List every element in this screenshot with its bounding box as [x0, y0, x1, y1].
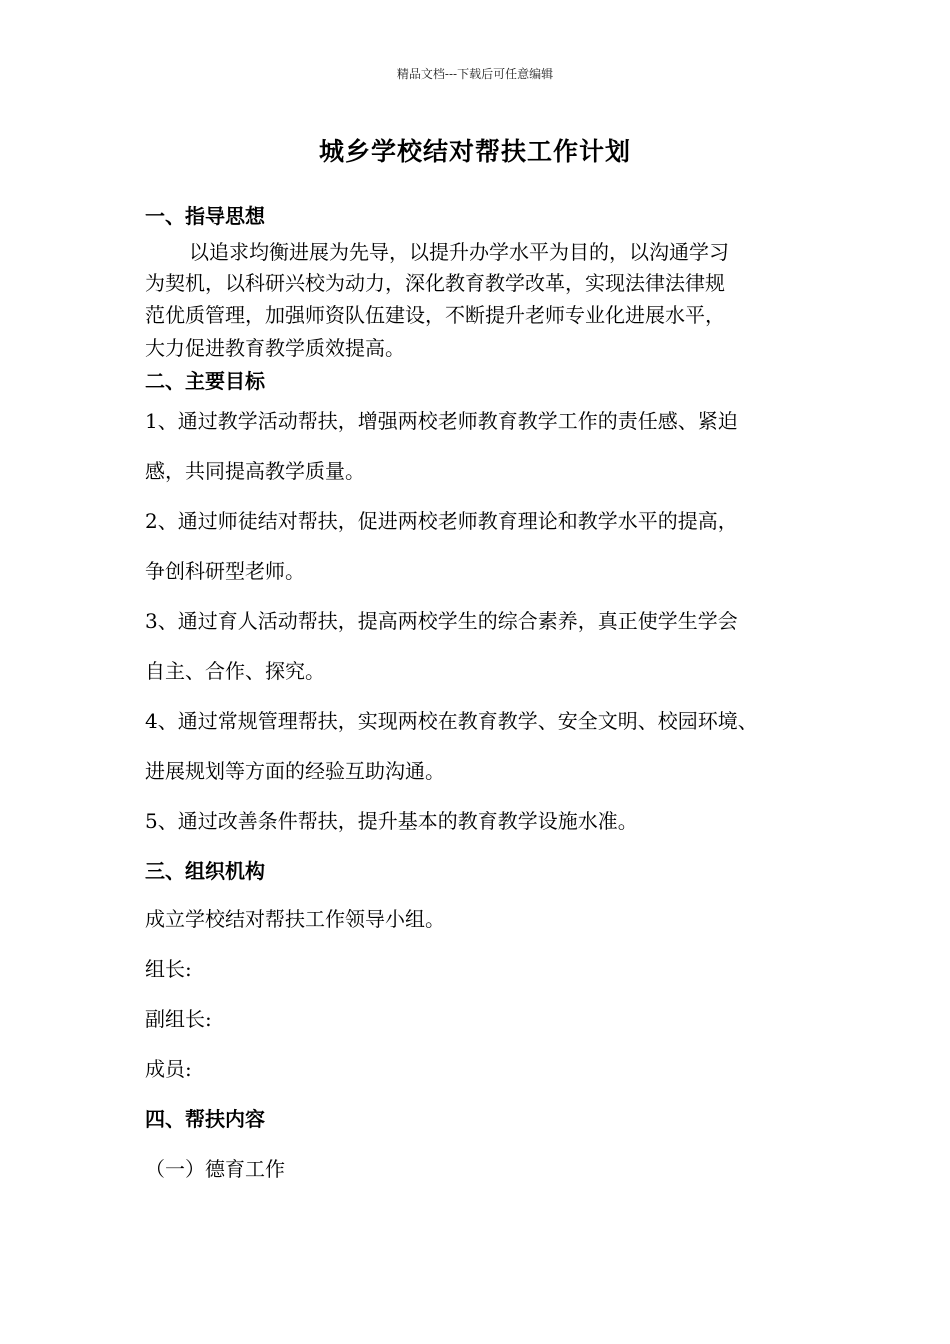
goal-line: 进展规划等方面的经验互助沟通。 — [145, 759, 445, 783]
section-heading-guiding: 一、指导思想 — [145, 204, 265, 228]
goal-line: 2、通过师徒结对帮扶，促进两校老师教育理论和教学水平的提高， — [145, 509, 738, 533]
organization-line: 成员: — [145, 1057, 192, 1081]
goal-line: 3、通过育人活动帮扶，提高两校学生的综合素养，真正使学生学会 — [145, 609, 738, 633]
goal-line: 自主、合作、探究。 — [145, 659, 325, 683]
section-heading-goals: 二、主要目标 — [145, 369, 265, 393]
section-heading-content: 四、帮扶内容 — [145, 1107, 265, 1131]
goal-line: 感，共同提高教学质量。 — [145, 459, 365, 483]
goal-line: 1、通过教学活动帮扶，增强两校老师教育教学工作的责任感、紧迫 — [145, 409, 738, 433]
paragraph-line: 范优质管理，加强师资队伍建设，不断提升老师专业化进展水平， — [145, 303, 725, 327]
organization-line: 组长: — [145, 957, 192, 981]
page-header: 精品文档---下载后可任意编辑 — [396, 67, 554, 81]
organization-line: 成立学校结对帮扶工作领导小组。 — [145, 907, 445, 931]
organization-line: 副组长: — [145, 1007, 212, 1031]
goal-line: 争创科研型老师。 — [145, 559, 305, 583]
paragraph-line: 以追求均衡进展为先导，以提升办学水平为目的，以沟通学习 — [189, 240, 729, 264]
section-heading-organization: 三、组织机构 — [145, 859, 265, 883]
paragraph-line: 大力促进教育教学质效提高。 — [145, 336, 405, 360]
content-subheading: （一）德育工作 — [145, 1157, 285, 1181]
paragraph-line: 为契机，以科研兴校为动力，深化教育教学改革，实现法律法律规 — [145, 271, 725, 295]
goal-line: 5、通过改善条件帮扶，提升基本的教育教学设施水准。 — [145, 809, 638, 833]
goal-line: 4、通过常规管理帮扶，实现两校在教育教学、安全文明、校园环境、 — [145, 709, 758, 733]
document-title: 城乡学校结对帮扶工作计划 — [318, 137, 631, 166]
